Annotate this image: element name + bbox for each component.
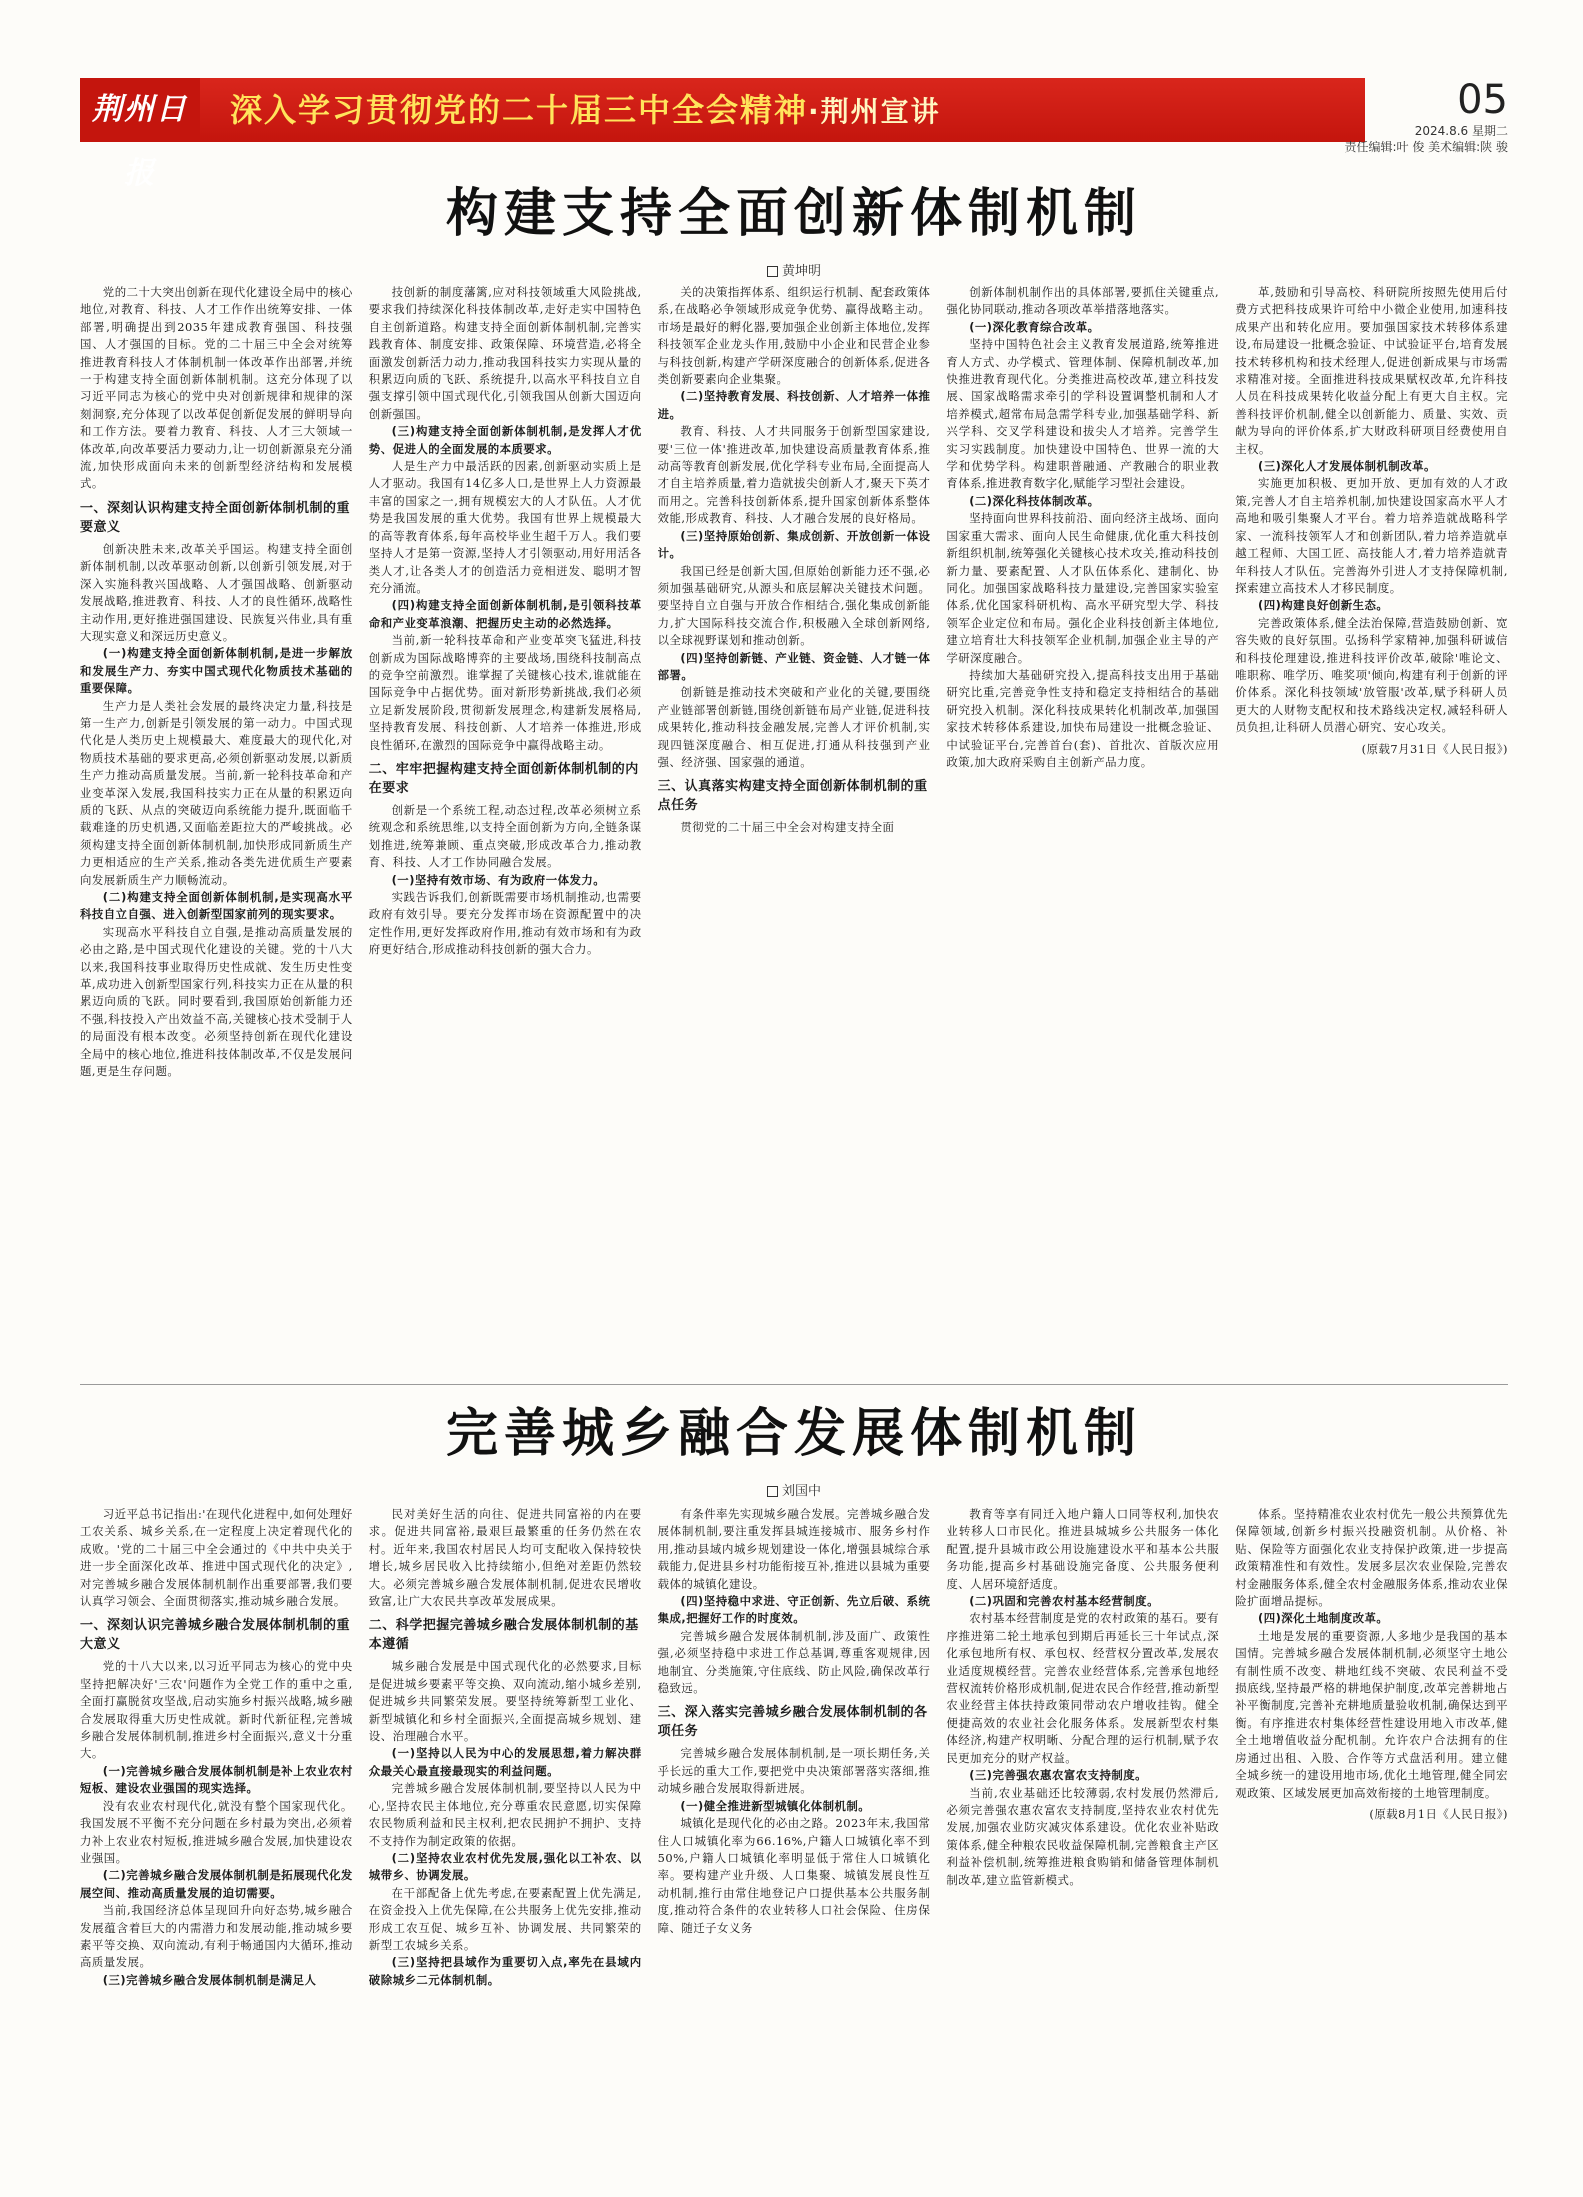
- article2-body: [80, 1506, 1508, 2166]
- subsection-heading: (一)坚持以人民为中心的发展思想,着力解决群众最关心最直接最现实的利益问题。: [368, 1746, 642, 1778]
- article1-body: [80, 284, 1508, 1374]
- subsection-heading: (二)构建支持全面创新体制机制,是实现高水平科技自立自强、进入创新型国家前列的现实要求。: [80, 890, 353, 922]
- article1-column: [369, 284, 642, 1374]
- article1-author: 黄坤明: [781, 264, 821, 279]
- article1-column: [658, 284, 931, 1374]
- subsection-heading: (二)深化科技体制改革。: [969, 493, 1100, 508]
- subsection-heading: (三)深化人才发展体制机制改革。: [1257, 459, 1436, 474]
- section-heading: 二、牢牢把握构建支持全面创新体制机制的内在要求: [368, 761, 639, 796]
- paragraph: 创新决胜未来,改革关乎国运。构建支持全面创新体制机制,以改革驱动创新,以创新引领发展,对于深入实施科教兴国战略、人才强国战略、创新驱动发展战略,推进教育、科技、人才的良性循环,战略性主动作用,更好推进强国建设、民族复兴伟业,具有重大现实意义和深远历史意义。: [80, 541, 353, 643]
- byline-square-icon: [767, 266, 778, 277]
- paragraph: 没有农业农村现代化,就没有整个国家现代化。我国发展不平衡不充分问题在乡村最为突出,必须着力补上农业农村短板,推进城乡融合发展,加快建设农业强国。: [80, 1798, 353, 1865]
- masthead: [80, 77, 1508, 191]
- paragraph: 当前,我国经济总体呈现回升向好态势,城乡融合发展蕴含着巨大的内需潜力和发展动能,推动城乡要素平等交换、双向流动,有利于畅通国内大循环,推动高质量发展。: [80, 1903, 353, 1970]
- paragraph: 有条件率先实现城乡融合发展。完善城乡融合发展体制机制,要注重发挥县城连接城市、服务乡村作用,推动县域内城乡规划建设一体化,增强县城综合承载能力,促进县乡村功能衔接互补,推进以县城为重要载体的城镇化建设。: [657, 1507, 931, 1591]
- editor-credits: 责任编辑:叶 俊 美术编辑:陕 骏: [1344, 140, 1508, 154]
- subsection-heading: (一)坚持有效市场、有为政府一体发力。: [391, 872, 606, 887]
- paragraph: 人是生产力中最活跃的因素,创新驱动实质上是人才驱动。我国有14亿多人口,是世界上人力资源最丰富的国家之一,拥有规模宏大的人才队伍。人才优势是我国发展的重大优势。我国有世界上规模最大的高等教育体系,每年高校毕业生超千万人。我们要坚持人才是第一资源,坚持人才引领驱动,用好用活各类人才,让各类人才的创造活力竞相迸发、聪明才智充分涌流。: [368, 459, 642, 595]
- paragraph: 体系。坚持精准农业农村优先一般公共预算优先保障领域,创新乡村振兴投融资机制。从价格、补贴、保险等方面强化农业支持保护政策,进一步提高政策精准性和有效性。发展多层次农业保险,完善农村金融服务体系,健全农村金融服务体系,推动农业保险扩面增品提标。: [1235, 1507, 1508, 1609]
- article2-column: [946, 1506, 1219, 2166]
- subsection-heading: (四)构建支持全面创新体制机制,是引领科技革命和产业变革浪潮、把握历史主动的必然选择。: [368, 598, 642, 630]
- subsection-heading: (四)构建良好创新生态。: [1257, 598, 1389, 613]
- section-heading: 一、深刻认识构建支持全面创新体制机制的重要意义: [80, 500, 351, 535]
- paragraph: 教育等享有同迁入地户籍人口同等权利,加快农业转移人口市民化。推进县城城乡公共服务一体化配置,提升县城市政公用设施建设水平和基本公共服务功能,提高乡村基础设施完备度、公共服务便利度、人居环境舒适度。: [946, 1507, 1220, 1591]
- article2-byline: [80, 1480, 1508, 1499]
- source-note: (原载8月1日《人民日报》): [1369, 1806, 1508, 1821]
- section-heading: 三、认真落实构建支持全面创新体制机制的重点任务: [657, 779, 928, 814]
- paragraph: 在干部配备上优先考虑,在要素配置上优先满足,在资金投入上优先保障,在公共服务上优先安排,推动形成工农互促、城乡互补、协调发展、共同繁荣的新型工农城乡关系。: [368, 1885, 642, 1952]
- section-heading: 一、深刻认识完善城乡融合发展体制机制的重大意义: [80, 1618, 351, 1653]
- section-theme: [230, 78, 941, 142]
- paragraph: 城乡融合发展是中国式现代化的必然要求,目标是促进城乡要素平等交换、双向流动,缩小城乡差别,促进城乡共同繁荣发展。要坚持统筹新型工业化、新型城镇化和乡村全面振兴,全面提高城乡规划、建设、治理融合水平。: [368, 1659, 642, 1744]
- subsection-heading: (四)坚持创新链、产业链、资金链、人才链一体部署。: [657, 650, 931, 682]
- paragraph: 习近平总书记指出:'在现代化进程中,如何处理好工农关系、城乡关系,在一定程度上决定着现代化的成败。'党的二十届三中全会通过的《中共中央关于进一步全面深化改革、推进中国式现代化的决定》,对完善城乡融合发展体制机制作出重要部署,我们要认真学习领会、全面贯彻落实,推动城乡融合发展。: [80, 1507, 353, 1609]
- section-heading: 二、科学把握完善城乡融合发展体制机制的基本遵循: [368, 1618, 639, 1653]
- paragraph: 民对美好生活的向往、促进共同富裕的内在要求。促进共同富裕,最艰巨最繁重的任务仍然在农村。近年来,我国农村居民人均可支配收入保持较快增长,城乡居民收入比持续缩小,但绝对差距仍然较大。必须完善城乡融合发展体制机制,促进农民增收致富,让广大农民共享改革发展成果。: [368, 1507, 642, 1609]
- subsection-heading: (一)深化教育综合改革。: [969, 319, 1100, 334]
- paragraph: 完善城乡融合发展体制机制,涉及面广、政策性强,必须坚持稳中求进工作总基调,尊重客观规律,因地制宜、分类施策,守住底线、防止风险,确保改革行稳致远。: [657, 1628, 931, 1696]
- subsection-heading: (三)完善强农惠农富农支持制度。: [969, 1768, 1148, 1783]
- paragraph: 生产力是人类社会发展的最终决定力量,科技是第一生产力,创新是引领发展的第一动力。中国式现代化是人类历史上规模最大、难度最大的现代化,对物质技术基础的要求更高,必须创新驱动发展,以新质生产力推动高质量发展。当前,新一轮科技革命和产业变革深入发展,我国科技实力正在从量的积累迈向质的飞跃、从点的突破迈向系统能力提升,既面临千载难逢的历史机遇,又面临差距拉大的严峻挑战。必须构建支持全面创新体制机制,加快形成同新质生产力更相适应的生产关系,推动各类先进优质生产要素向发展新质生产力顺畅流动。: [80, 698, 353, 887]
- subsection-heading: (三)完善城乡融合发展体制机制是满足人: [102, 1972, 317, 1987]
- section-theme-suffix: ·荆州宣讲: [808, 95, 941, 128]
- paragraph: 完善政策体系,健全法治保障,营造鼓励创新、宽容失败的良好氛围。弘扬科学家精神,加强科研诚信和科技伦理建设,推进科技评价改革,破除'唯论文、唯职称、唯学历、唯奖项'倾向,构建有利于创新的评价体系。深化科技领域'放管服'改革,赋予科研人员更大的人财物支配权和技术路线决定权,减轻科研人员负担,让科研人员潜心研究、安心攻关。: [1235, 615, 1508, 735]
- paragraph: 我国已经是创新大国,但原始创新能力还不强,必须加强基础研究,从源头和底层解决关键技术问题。要坚持自立自强与开放合作相结合,强化集成创新能力,扩大国际科技交流合作,积极融入全球创新网络,以全球视野谋划和推动创新。: [657, 563, 931, 648]
- paragraph: 持续加大基础研究投入,提高科技支出用于基础研究比重,完善竞争性支持和稳定支持相结合的基础研究投入机制。深化科技成果转化机制改革,加强国家技术转移体系建设,加快布局建设一批概念验证、中试验证平台,完善首台(套)、首批次、首版次应用政策,加大政府采购自主创新产品力度。: [946, 667, 1220, 769]
- article1-byline: [80, 260, 1508, 279]
- subsection-heading: (一)构建支持全面创新体制机制,是进一步解放和发展生产力、夯实中国式现代化物质技术基础的重要保障。: [80, 646, 353, 696]
- subsection-heading: (一)完善城乡融合发展体制机制是补上农业农村短板、建设农业强国的现实选择。: [80, 1763, 353, 1796]
- subsection-heading: (三)坚持把县域作为重要切入点,率先在县域内破除城乡二元体制机制。: [368, 1955, 642, 1987]
- paragraph: 当前,农业基础还比较薄弱,农村发展仍然滞后,必须完善强农惠农富农支持制度,坚持农业农村优先发展,加强农业防灾减灾体系建设。优化农业补贴政策体系,健全种粮农民收益保障机制,完善粮食主产区利益补偿机制,统筹推进粮食购销和储备管理体制机制改革,建立监管新模式。: [946, 1785, 1220, 1887]
- byline-square-icon: [767, 1486, 778, 1497]
- article1-headline: 构建支持全面创新体制机制: [445, 184, 1142, 244]
- article2-column: [80, 1506, 353, 2166]
- article2-author: 刘国中: [781, 1484, 821, 1499]
- subsection-heading: (二)完善城乡融合发展体制机制是拓展现代化发展空间、推动高质量发展的迫切需要。: [80, 1868, 353, 1900]
- section-theme-title: 深入学习贯彻党的二十届三中全会精神: [230, 91, 809, 129]
- paragraph: 党的十八大以来,以习近平同志为核心的党中央坚持把解决好'三农'问题作为全党工作的重中之重,全面打赢脱贫攻坚战,启动实施乡村振兴战略,城乡融合发展取得重大历史性成就。新时代新征程,完善城乡融合发展体制机制,推进乡村全面振兴,意义十分重大。: [80, 1659, 353, 1761]
- paragraph: 创新链是推动技术突破和产业化的关键,要围绕产业链部署创新链,围绕创新链布局产业链,促进科技成果转化,推动科技金融发展,完善人才评价机制,实现四链深度融合、相互促进,打通从科技强到产业强、经济强、国家强的通道。: [657, 685, 931, 769]
- paragraph: 党的二十大突出创新在现代化建设全局中的核心地位,对教育、科技、人才工作作出统筹安排、一体部署,明确提出到2035年建成教育强国、科技强国、人才强国的目标。党的二十届三中全会对统筹推进教育科技人才体制机制一体改革作出部署,并统一于构建支持全面创新体制机制。这充分体现了以习近平同志为核心的党中央对创新规律和规律的深刻洞察,充分体现了以改革促创新促发展的鲜明导向和工作方法。要着力教育、科技、人才三大领域一体改革,向改革要活力要动力,让一切创新源泉充分涌流,加快形成面向未来的创新型经济结构和发展模式。: [80, 285, 353, 491]
- paragraph: 贯彻党的二十届三中全会对构建支持全面: [680, 820, 895, 835]
- article2-column: [369, 1506, 642, 2166]
- article1-column: [1235, 284, 1508, 1374]
- paragraph: 农村基本经营制度是党的农村政策的基石。要有序推进第二轮土地承包到期后再延长三十年试点,深化承包地所有权、承包权、经营权分置改革,发展农业适度规模经营。完善农业经营体系,完善承包地经营权流转价格形成机制,促进农民合作经营,推动新型农业经营主体扶持政策同带动农户增收挂钩。健全便捷高效的农业社会化服务体系。发展新型农村集体经济,构建产权明晰、分配合理的运行机制,赋予农民更加充分的财产权益。: [946, 1611, 1220, 1765]
- page-number: 05: [1457, 77, 1508, 123]
- subsection-heading: (一)健全推进新型城镇化体制机制。: [680, 1798, 871, 1813]
- source-note: (原载7月31日《人民日报》): [1361, 741, 1508, 756]
- paragraph: 坚持中国特色社会主义教育发展道路,统筹推进育人方式、办学模式、管理体制、保障机制改革,加快推进教育现代化。分类推进高校改革,建立科技发展、国家战略需求牵引的学科设置调整机制和人才培养模式,超常布局急需学科专业,加强基础学科、新兴学科、交叉学科建设和拔尖人才培养。完善学生实习实践制度。加快建设中国特色、世界一流的大学和优势学科。构建职普融通、产教融合的职业教育体系,推进教育数字化,赋能学习型社会建设。: [946, 337, 1220, 491]
- paragraph: 坚持面向世界科技前沿、面向经济主战场、面向国家重大需求、面向人民生命健康,优化重大科技创新组织机制,统筹强化关键核心技术攻关,推动科技创新力量、要素配置、人才队伍体系化、建制化、协同化。加强国家战略科技力量建设,完善国家实验室体系,优化国家科研机构、高水平研究型大学、科技领军企业定位和布局。强化企业科技创新主体地位,建立培育壮大科技领军企业机制,加强企业主导的产学研深度融合。: [946, 511, 1220, 665]
- paragraph: 完善城乡融合发展体制机制,要坚持以人民为中心,坚持农民主体地位,充分尊重农民意愿,切实保障农民物质利益和民主权利,把农民拥护不拥护、支持不支持作为制定政策的依据。: [368, 1781, 642, 1848]
- subsection-heading: (三)坚持原始创新、集成创新、开放创新一体设计。: [657, 528, 931, 561]
- subsection-heading: (四)坚持稳中求进、守正创新、先立后破、系统集成,把握好工作的时度效。: [657, 1594, 931, 1626]
- paragraph: 关的决策指挥体系、组织运行机制、配套政策体系,在战略必争领域形成竞争优势、赢得战略主动。市场是最好的孵化器,要加强企业创新主体地位,发挥科技领军企业龙头作用,鼓励中小企业和民营企业参与科技创新,构建产学研深度融合的创新体系,促进各类创新要素向企业集聚。: [657, 285, 931, 387]
- paragraph: 实施更加积极、更加开放、更加有效的人才政策,完善人才自主培养机制,加快建设国家高水平人才高地和吸引集聚人才平台。着力培养造就战略科学家、一流科技领军人才和创新团队,着力培养造就卓越工程师、大国工匠、高技能人才,着力培养造就青年科技人才队伍。完善海外引进人才支持保障机制,探索建立高技术人才移民制度。: [1235, 476, 1508, 595]
- subsection-heading: (四)深化土地制度改革。: [1257, 1611, 1389, 1626]
- paragraph: 创新体制机制作出的具体部署,要抓住关键重点,强化协同联动,推动各项改革举措落地落实。: [946, 285, 1220, 317]
- paragraph: 完善城乡融合发展体制机制,是一项长期任务,关乎长远的重大工作,要把党中央决策部署落实落细,推动城乡融合发展取得新进展。: [657, 1746, 931, 1796]
- paragraph: 技创新的制度藩篱,应对科技领域重大风险挑战,要求我们持续深化科技体制改革,走好走实中国特色自主创新道路。构建支持全面创新体制机制,完善实践教育体、制度安排、政策保障、环境营造,必将全面激发创新活力动力,推动我国科技实力实现从量的积累迈向质的飞跃、系统提升,以高水平科技自立自强支撑引领中国式现代化,引领我国从创新大国迈向创新强国。: [368, 285, 642, 421]
- paragraph: 实践告诉我们,创新既需要市场机制推动,也需要政府有效引导。要充分发挥市场在资源配置中的决定性作用,更好发挥政府作用,推动有效市场和有为政府更好结合,形成推动科技创新的强大合力。: [368, 890, 642, 957]
- subsection-heading: (三)构建支持全面创新体制机制,是发挥人才优势、促进人的全面发展的本质要求。: [368, 424, 642, 456]
- paragraph: 土地是发展的重要资源,人多地少是我国的基本国情。完善城乡融合发展体制机制,必须坚守土地公有制性质不改变、耕地红线不突破、农民利益不受损底线,坚持最严格的耕地保护制度,改革完善耕地占补平衡制度,完善补充耕地质量验收机制,确保达到平衡。有序推进农村集体经营性建设用地入市改革,健全土地增值收益分配机制。允许农户合法拥有的住房通过出租、入股、合作等方式盘活利用。建立健全城乡统一的建设用地市场,优化土地管理,健全同宏观政策、区域发展更加高效衔接的土地管理制度。: [1235, 1628, 1508, 1800]
- paragraph: 教育、科技、人才共同服务于创新型国家建设,要'三位一体'推进改革,加快建设高质量教育体系,推动高等教育创新发展,优化学科专业布局,全面提高人才自主培养质量,着力造就拔尖创新人才,聚天下英才而用之。完善科技创新体系,提升国家创新体系整体效能,形成教育、科技、人才融合发展的良好格局。: [657, 424, 931, 526]
- article-divider: [80, 1384, 1508, 1385]
- article2-headline: 完善城乡融合发展体制机制: [445, 1404, 1142, 1464]
- paragraph: 实现高水平科技自立自强,是推动高质量发展的必由之路,是中国式现代化建设的关键。党的十八大以来,我国科技事业取得历史性成就、发生历史性变革,成功进入创新型国家行列,科技实力正在从量的积累迈向质的飞跃。同时要看到,我国原始创新能力还不强,科技投入产出效益不高,关键核心技术受制于人的局面没有根本改变。必须坚持创新在现代化建设全局中的核心地位,推进科技体制改革,不仅是发展问题,更是生存问题。: [80, 924, 353, 1079]
- newspaper-logo[interactable]: 荆州日报: [80, 78, 200, 142]
- article2-column: [658, 1506, 931, 2166]
- subsection-heading: (二)坚持农业农村优先发展,强化以工补农、以城带乡、协调发展。: [368, 1850, 642, 1883]
- paragraph: 创新是一个系统工程,动态过程,改革必须树立系统观念和系统思维,以支持全面创新为方向,全链条谋划推进,统筹兼顾、重点突破,形成改革合力,推动教育、科技、人才工作协同融合发展。: [368, 802, 642, 870]
- issue-date: 2024.8.6 星期二: [1414, 124, 1508, 138]
- article1-column: [946, 284, 1219, 1374]
- article1-column: [80, 284, 353, 1374]
- paragraph: 当前,新一轮科技革命和产业变革突飞猛进,科技创新成为国际战略博弈的主要战场,围绕科技制高点的竞争空前激烈。谁掌握了关键核心技术,谁就能在国际竞争中占据优势。面对新形势新挑战,我们必须立足新发展阶段,贯彻新发展理念,构建新发展格局,坚持教育发展、科技创新、人才培养一体推进,形成良性循环,在激烈的国际竞争中赢得战略主动。: [368, 633, 642, 752]
- subsection-heading: (二)坚持教育发展、科技创新、人才培养一体推进。: [657, 389, 931, 421]
- article2-column: [1235, 1506, 1508, 2166]
- subsection-heading: (二)巩固和完善农村基本经营制度。: [969, 1594, 1159, 1609]
- paragraph: 革,鼓励和引导高校、科研院所按照先使用后付费方式把科技成果许可给中小微企业使用,加速科技成果产出和转化应用。要加强国家技术转移体系建设,布局建设一批概念验证、中试验证平台,培育发展技术转移机构和技术经理人,促进创新成果与市场需求精准对接。全面推进科技成果赋权改革,允许科技人员在科技成果转化收益分配上有更大自主权。完善科技评价机制,健全以创新能力、质量、实效、贡献为导向的评价体系,扩大财政科研项目经费使用自主权。: [1235, 285, 1508, 456]
- section-heading: 三、深入落实完善城乡融合发展体制机制的各项任务: [657, 1705, 928, 1740]
- paragraph: 城镇化是现代化的必由之路。2023年末,我国常住人口城镇化率为66.16%,户籍人口城镇化率不到50%,户籍人口城镇化率明显低于常住人口城镇化率。要构建产业升级、人口集聚、城镇发展良性互动机制,推行由常住地登记户口提供基本公共服务制度,推动符合条件的农业转移人口社会保险、住房保障、随迁子女义务: [657, 1816, 931, 1935]
